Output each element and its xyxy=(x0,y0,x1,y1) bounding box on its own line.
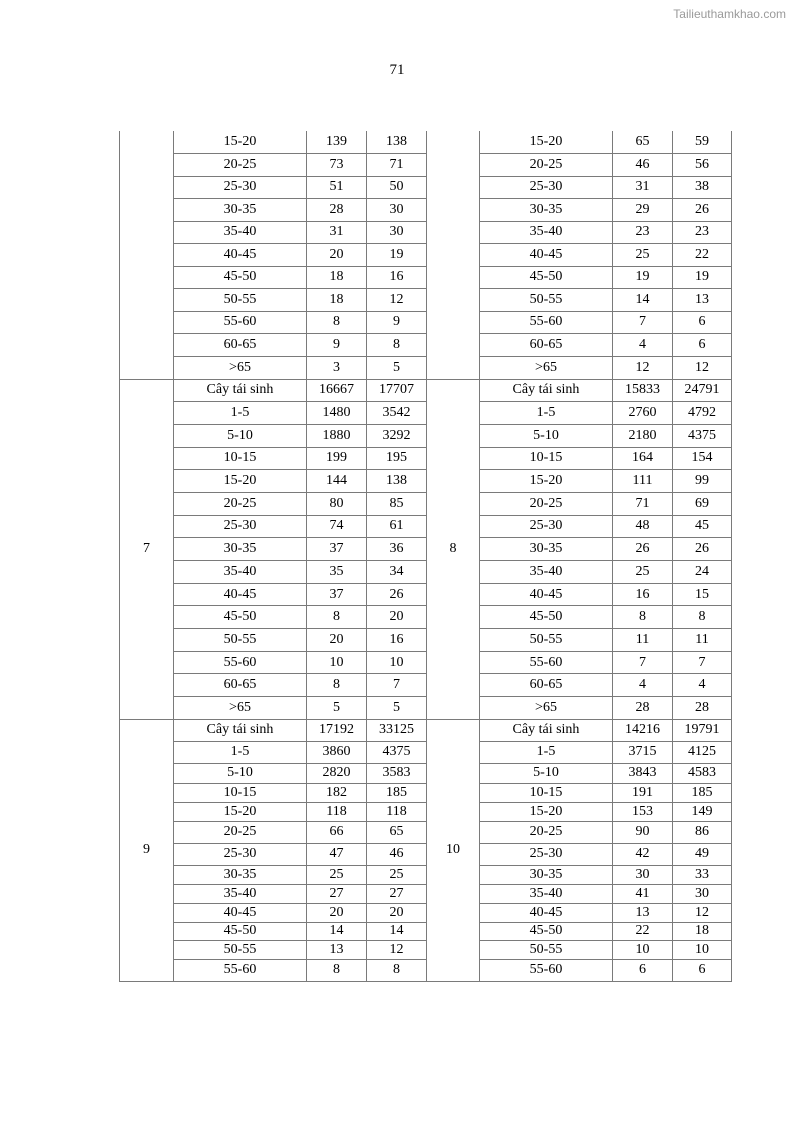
table-row xyxy=(120,719,732,741)
table-row xyxy=(120,402,732,425)
value-cell-2: 50 xyxy=(367,176,427,199)
diameter-class-cell: 20-25 xyxy=(174,154,307,177)
diameter-class-cell: 45-50 xyxy=(174,922,307,940)
diameter-class-cell: 5-10 xyxy=(174,424,307,447)
value-cell-2: 3292 xyxy=(367,424,427,447)
table-row xyxy=(120,538,732,561)
value-cell-1: 7 xyxy=(613,311,673,334)
value-cell-1: 16667 xyxy=(307,379,367,402)
value-cell-1: 46 xyxy=(613,154,673,177)
value-cell-2: 12 xyxy=(367,289,427,312)
diameter-class-cell: 35-40 xyxy=(174,561,307,584)
value-cell-1: 2760 xyxy=(613,402,673,425)
diameter-class-cell: 35-40 xyxy=(480,221,613,244)
value-cell-1: 13 xyxy=(307,940,367,959)
diameter-class-cell: 15-20 xyxy=(174,131,307,154)
diameter-class-cell: 30-35 xyxy=(174,865,307,884)
table-row xyxy=(120,821,732,843)
table-row xyxy=(120,922,732,940)
value-cell-2: 20 xyxy=(367,903,427,922)
diameter-class-cell: Cây tái sinh xyxy=(174,719,307,741)
table-row xyxy=(120,629,732,652)
value-cell-1: 73 xyxy=(307,154,367,177)
value-cell-2: 8 xyxy=(673,606,732,629)
diameter-class-cell: 55-60 xyxy=(480,959,613,981)
data-table xyxy=(119,131,732,982)
table-row xyxy=(120,697,732,720)
value-cell-1: 23 xyxy=(613,221,673,244)
value-cell-1: 26 xyxy=(613,538,673,561)
value-cell-1: 28 xyxy=(613,697,673,720)
table-row xyxy=(120,940,732,959)
diameter-class-cell: 15-20 xyxy=(174,802,307,821)
diameter-class-cell: 45-50 xyxy=(480,266,613,289)
diameter-class-cell: >65 xyxy=(480,697,613,720)
table-row xyxy=(120,334,732,357)
plot-number-cell xyxy=(427,131,480,379)
value-cell-2: 12 xyxy=(673,356,732,379)
diameter-class-cell: 15-20 xyxy=(480,131,613,154)
value-cell-1: 47 xyxy=(307,843,367,865)
value-cell-2: 99 xyxy=(673,470,732,493)
diameter-class-cell: >65 xyxy=(174,697,307,720)
value-cell-2: 4375 xyxy=(367,741,427,763)
value-cell-1: 35 xyxy=(307,561,367,584)
value-cell-1: 20 xyxy=(307,903,367,922)
value-cell-2: 5 xyxy=(367,697,427,720)
diameter-class-cell: 5-10 xyxy=(174,763,307,783)
value-cell-2: 4583 xyxy=(673,763,732,783)
value-cell-2: 59 xyxy=(673,131,732,154)
value-cell-2: 85 xyxy=(367,492,427,515)
value-cell-1: 25 xyxy=(613,561,673,584)
plot-number-cell: 7 xyxy=(120,379,174,719)
diameter-class-cell: 10-15 xyxy=(480,447,613,470)
value-cell-2: 24791 xyxy=(673,379,732,402)
page-number: 71 xyxy=(389,62,405,78)
table-row xyxy=(120,959,732,981)
value-cell-1: 19 xyxy=(613,266,673,289)
value-cell-1: 15833 xyxy=(613,379,673,402)
value-cell-2: 118 xyxy=(367,802,427,821)
value-cell-2: 5 xyxy=(367,356,427,379)
value-cell-2: 49 xyxy=(673,843,732,865)
value-cell-2: 27 xyxy=(367,884,427,903)
value-cell-1: 37 xyxy=(307,538,367,561)
value-cell-2: 56 xyxy=(673,154,732,177)
diameter-class-cell: 25-30 xyxy=(174,843,307,865)
value-cell-1: 80 xyxy=(307,492,367,515)
diameter-class-cell: 15-20 xyxy=(480,470,613,493)
diameter-class-cell: 40-45 xyxy=(480,583,613,606)
table-row xyxy=(120,903,732,922)
value-cell-1: 4 xyxy=(613,334,673,357)
diameter-class-cell: 60-65 xyxy=(480,674,613,697)
value-cell-1: 31 xyxy=(307,221,367,244)
table-row xyxy=(120,424,732,447)
value-cell-2: 34 xyxy=(367,561,427,584)
value-cell-2: 15 xyxy=(673,583,732,606)
diameter-class-cell: 25-30 xyxy=(480,843,613,865)
table-row xyxy=(120,244,732,267)
value-cell-1: 29 xyxy=(613,199,673,222)
value-cell-1: 118 xyxy=(307,802,367,821)
value-cell-2: 65 xyxy=(367,821,427,843)
value-cell-2: 22 xyxy=(673,244,732,267)
value-cell-1: 10 xyxy=(613,940,673,959)
diameter-class-cell: 50-55 xyxy=(480,940,613,959)
diameter-class-cell: 30-35 xyxy=(480,538,613,561)
value-cell-2: 185 xyxy=(673,783,732,802)
value-cell-2: 154 xyxy=(673,447,732,470)
table-row xyxy=(120,447,732,470)
value-cell-2: 86 xyxy=(673,821,732,843)
diameter-class-cell: 55-60 xyxy=(480,311,613,334)
diameter-class-cell: 55-60 xyxy=(174,651,307,674)
table-row xyxy=(120,783,732,802)
diameter-class-cell: 50-55 xyxy=(480,289,613,312)
diameter-class-cell: 35-40 xyxy=(480,561,613,584)
value-cell-1: 8 xyxy=(307,959,367,981)
value-cell-2: 13 xyxy=(673,289,732,312)
value-cell-1: 2820 xyxy=(307,763,367,783)
value-cell-1: 18 xyxy=(307,289,367,312)
value-cell-2: 138 xyxy=(367,470,427,493)
value-cell-2: 4375 xyxy=(673,424,732,447)
table-row xyxy=(120,865,732,884)
diameter-class-cell: 25-30 xyxy=(174,515,307,538)
value-cell-1: 18 xyxy=(307,266,367,289)
value-cell-2: 12 xyxy=(673,903,732,922)
table-row xyxy=(120,131,732,154)
value-cell-2: 23 xyxy=(673,221,732,244)
value-cell-2: 4125 xyxy=(673,741,732,763)
value-cell-2: 33 xyxy=(673,865,732,884)
value-cell-2: 26 xyxy=(673,199,732,222)
plot-number-cell: 9 xyxy=(120,719,174,981)
value-cell-1: 20 xyxy=(307,629,367,652)
value-cell-2: 4 xyxy=(673,674,732,697)
diameter-class-cell: 25-30 xyxy=(480,515,613,538)
value-cell-2: 28 xyxy=(673,697,732,720)
diameter-class-cell: 15-20 xyxy=(480,802,613,821)
value-cell-2: 6 xyxy=(673,959,732,981)
table-row xyxy=(120,379,732,402)
diameter-class-cell: 10-15 xyxy=(174,783,307,802)
diameter-class-cell: >65 xyxy=(174,356,307,379)
diameter-class-cell: Cây tái sinh xyxy=(174,379,307,402)
table-row xyxy=(120,492,732,515)
value-cell-1: 111 xyxy=(613,470,673,493)
diameter-class-cell: 10-15 xyxy=(174,447,307,470)
table-row xyxy=(120,802,732,821)
value-cell-1: 191 xyxy=(613,783,673,802)
diameter-class-cell: 55-60 xyxy=(174,311,307,334)
value-cell-2: 8 xyxy=(367,959,427,981)
table-row xyxy=(120,311,732,334)
plot-number-cell: 8 xyxy=(427,379,480,719)
table-row xyxy=(120,561,732,584)
table-row xyxy=(120,606,732,629)
value-cell-2: 17707 xyxy=(367,379,427,402)
table-row xyxy=(120,651,732,674)
diameter-class-cell: Cây tái sinh xyxy=(480,719,613,741)
table-row xyxy=(120,741,732,763)
value-cell-2: 14 xyxy=(367,922,427,940)
value-cell-2: 9 xyxy=(367,311,427,334)
value-cell-1: 153 xyxy=(613,802,673,821)
diameter-class-cell: 15-20 xyxy=(174,470,307,493)
value-cell-1: 51 xyxy=(307,176,367,199)
diameter-class-cell: 30-35 xyxy=(480,199,613,222)
value-cell-2: 185 xyxy=(367,783,427,802)
diameter-class-cell: 35-40 xyxy=(174,221,307,244)
value-cell-2: 30 xyxy=(367,199,427,222)
table-row xyxy=(120,221,732,244)
table-row xyxy=(120,843,732,865)
diameter-class-cell: 20-25 xyxy=(174,492,307,515)
table-row xyxy=(120,763,732,783)
table-row xyxy=(120,154,732,177)
value-cell-1: 5 xyxy=(307,697,367,720)
value-cell-2: 71 xyxy=(367,154,427,177)
value-cell-1: 37 xyxy=(307,583,367,606)
value-cell-1: 31 xyxy=(613,176,673,199)
value-cell-1: 1480 xyxy=(307,402,367,425)
diameter-class-cell: 20-25 xyxy=(480,821,613,843)
value-cell-1: 6 xyxy=(613,959,673,981)
value-cell-1: 2180 xyxy=(613,424,673,447)
value-cell-1: 22 xyxy=(613,922,673,940)
value-cell-1: 13 xyxy=(613,903,673,922)
diameter-class-cell: 35-40 xyxy=(480,884,613,903)
value-cell-2: 19791 xyxy=(673,719,732,741)
value-cell-1: 27 xyxy=(307,884,367,903)
value-cell-1: 25 xyxy=(307,865,367,884)
diameter-class-cell: 5-10 xyxy=(480,763,613,783)
diameter-class-cell: Cây tái sinh xyxy=(480,379,613,402)
diameter-class-cell: 50-55 xyxy=(480,629,613,652)
diameter-class-cell: 25-30 xyxy=(174,176,307,199)
diameter-class-cell: 50-55 xyxy=(174,629,307,652)
value-cell-2: 6 xyxy=(673,311,732,334)
diameter-class-cell: >65 xyxy=(480,356,613,379)
value-cell-2: 149 xyxy=(673,802,732,821)
value-cell-2: 6 xyxy=(673,334,732,357)
diameter-class-cell: 45-50 xyxy=(480,606,613,629)
value-cell-2: 61 xyxy=(367,515,427,538)
diameter-class-cell: 1-5 xyxy=(174,741,307,763)
value-cell-1: 9 xyxy=(307,334,367,357)
value-cell-1: 16 xyxy=(613,583,673,606)
value-cell-2: 46 xyxy=(367,843,427,865)
value-cell-1: 65 xyxy=(613,131,673,154)
value-cell-1: 71 xyxy=(613,492,673,515)
value-cell-1: 3843 xyxy=(613,763,673,783)
value-cell-2: 20 xyxy=(367,606,427,629)
value-cell-2: 45 xyxy=(673,515,732,538)
value-cell-1: 42 xyxy=(613,843,673,865)
value-cell-1: 4 xyxy=(613,674,673,697)
value-cell-2: 8 xyxy=(367,334,427,357)
value-cell-2: 10 xyxy=(673,940,732,959)
value-cell-1: 182 xyxy=(307,783,367,802)
diameter-class-cell: 20-25 xyxy=(480,154,613,177)
value-cell-2: 12 xyxy=(367,940,427,959)
value-cell-1: 10 xyxy=(307,651,367,674)
value-cell-1: 8 xyxy=(613,606,673,629)
value-cell-2: 25 xyxy=(367,865,427,884)
value-cell-2: 3583 xyxy=(367,763,427,783)
plot-number-cell xyxy=(120,131,174,379)
diameter-class-cell: 60-65 xyxy=(174,334,307,357)
diameter-class-cell: 5-10 xyxy=(480,424,613,447)
table-row xyxy=(120,674,732,697)
diameter-class-cell: 20-25 xyxy=(480,492,613,515)
value-cell-2: 16 xyxy=(367,629,427,652)
value-cell-1: 3860 xyxy=(307,741,367,763)
value-cell-2: 10 xyxy=(367,651,427,674)
value-cell-2: 33125 xyxy=(367,719,427,741)
value-cell-1: 12 xyxy=(613,356,673,379)
diameter-class-cell: 30-35 xyxy=(480,865,613,884)
value-cell-2: 30 xyxy=(367,221,427,244)
table-row xyxy=(120,266,732,289)
diameter-class-cell: 30-35 xyxy=(174,199,307,222)
value-cell-1: 17192 xyxy=(307,719,367,741)
table-row xyxy=(120,289,732,312)
value-cell-2: 26 xyxy=(673,538,732,561)
value-cell-2: 3542 xyxy=(367,402,427,425)
value-cell-2: 36 xyxy=(367,538,427,561)
value-cell-2: 138 xyxy=(367,131,427,154)
value-cell-1: 8 xyxy=(307,674,367,697)
value-cell-1: 14 xyxy=(613,289,673,312)
value-cell-2: 69 xyxy=(673,492,732,515)
value-cell-2: 26 xyxy=(367,583,427,606)
value-cell-2: 4792 xyxy=(673,402,732,425)
value-cell-1: 164 xyxy=(613,447,673,470)
diameter-class-cell: 40-45 xyxy=(480,903,613,922)
diameter-class-cell: 45-50 xyxy=(174,606,307,629)
value-cell-1: 41 xyxy=(613,884,673,903)
diameter-class-cell: 50-55 xyxy=(174,940,307,959)
diameter-class-cell: 40-45 xyxy=(174,583,307,606)
diameter-class-cell: 35-40 xyxy=(174,884,307,903)
value-cell-1: 48 xyxy=(613,515,673,538)
value-cell-1: 1880 xyxy=(307,424,367,447)
diameter-class-cell: 40-45 xyxy=(480,244,613,267)
value-cell-1: 74 xyxy=(307,515,367,538)
value-cell-1: 144 xyxy=(307,470,367,493)
value-cell-1: 20 xyxy=(307,244,367,267)
watermark: Tailieuthamkhao.com xyxy=(673,7,786,21)
table-row xyxy=(120,356,732,379)
table-row xyxy=(120,176,732,199)
plot-number-cell: 10 xyxy=(427,719,480,981)
value-cell-1: 90 xyxy=(613,821,673,843)
value-cell-1: 25 xyxy=(613,244,673,267)
value-cell-1: 14216 xyxy=(613,719,673,741)
diameter-class-cell: 55-60 xyxy=(174,959,307,981)
value-cell-1: 30 xyxy=(613,865,673,884)
value-cell-1: 8 xyxy=(307,311,367,334)
diameter-class-cell: 55-60 xyxy=(480,651,613,674)
value-cell-1: 3715 xyxy=(613,741,673,763)
value-cell-2: 7 xyxy=(367,674,427,697)
table-row xyxy=(120,583,732,606)
diameter-class-cell: 45-50 xyxy=(174,266,307,289)
diameter-class-cell: 60-65 xyxy=(480,334,613,357)
diameter-class-cell: 20-25 xyxy=(174,821,307,843)
value-cell-2: 19 xyxy=(673,266,732,289)
table-row xyxy=(120,515,732,538)
diameter-class-cell: 25-30 xyxy=(480,176,613,199)
table-row xyxy=(120,199,732,222)
diameter-class-cell: 10-15 xyxy=(480,783,613,802)
value-cell-2: 18 xyxy=(673,922,732,940)
diameter-class-cell: 1-5 xyxy=(480,741,613,763)
value-cell-2: 195 xyxy=(367,447,427,470)
value-cell-1: 199 xyxy=(307,447,367,470)
value-cell-1: 139 xyxy=(307,131,367,154)
value-cell-2: 38 xyxy=(673,176,732,199)
data-table-body xyxy=(120,131,732,981)
value-cell-1: 28 xyxy=(307,199,367,222)
value-cell-2: 16 xyxy=(367,266,427,289)
value-cell-1: 3 xyxy=(307,356,367,379)
table-row xyxy=(120,470,732,493)
diameter-class-cell: 40-45 xyxy=(174,244,307,267)
value-cell-1: 11 xyxy=(613,629,673,652)
diameter-class-cell: 60-65 xyxy=(174,674,307,697)
value-cell-2: 24 xyxy=(673,561,732,584)
value-cell-1: 66 xyxy=(307,821,367,843)
value-cell-1: 8 xyxy=(307,606,367,629)
value-cell-2: 30 xyxy=(673,884,732,903)
diameter-class-cell: 30-35 xyxy=(174,538,307,561)
diameter-class-cell: 45-50 xyxy=(480,922,613,940)
diameter-class-cell: 1-5 xyxy=(174,402,307,425)
diameter-class-cell: 50-55 xyxy=(174,289,307,312)
table-row xyxy=(120,884,732,903)
diameter-class-cell: 1-5 xyxy=(480,402,613,425)
value-cell-1: 14 xyxy=(307,922,367,940)
value-cell-2: 19 xyxy=(367,244,427,267)
value-cell-2: 7 xyxy=(673,651,732,674)
value-cell-1: 7 xyxy=(613,651,673,674)
diameter-class-cell: 40-45 xyxy=(174,903,307,922)
value-cell-2: 11 xyxy=(673,629,732,652)
